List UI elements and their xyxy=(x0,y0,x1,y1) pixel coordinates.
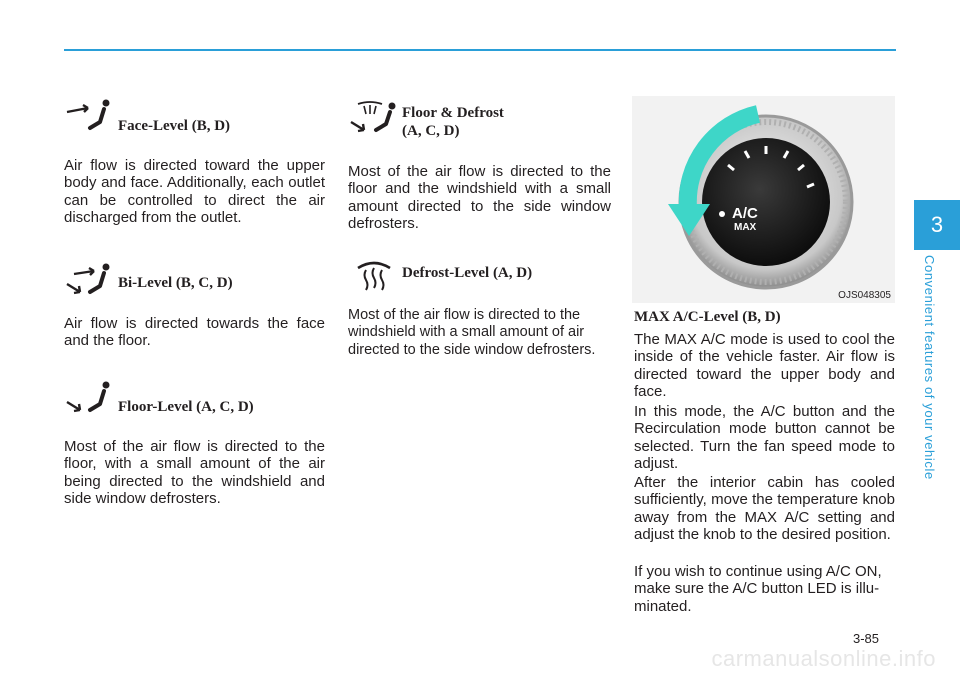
chapter-title: Convenient features of your vehicle xyxy=(922,255,937,480)
top-rule xyxy=(64,49,896,51)
max-ac-heading: MAX A/C-Level (B, D) xyxy=(634,309,781,325)
defrost-level-heading: Defrost-Level (A, D) xyxy=(402,265,533,281)
max-ac-knob-illustration xyxy=(632,96,895,303)
floor-defrost-heading-line2: (A, C, D) xyxy=(402,123,460,139)
floor-level-heading: Floor-Level (A, C, D) xyxy=(118,399,254,415)
chapter-tab: 3 xyxy=(914,200,960,250)
max-ac-knob-photo xyxy=(632,96,895,303)
floor-level-text: Most of the air flow is directed to the floor, with a small amount of the air being directed to the windshield and side window defrosters. xyxy=(64,438,325,508)
knob-label-max: MAX xyxy=(734,222,757,233)
defrost-vent-icon xyxy=(354,256,394,292)
max-ac-paragraph-2: In this mode, the A/C button and the Recirculation mode button cannot be selected. Turn the fan speed mode to adjust. xyxy=(634,403,895,473)
face-level-text: Air flow is directed toward the upper body and face. Additionally, each outlet can be controlled to direct the air discharged from the outlet. xyxy=(64,157,325,227)
knob-label-ac: A/C xyxy=(732,205,758,222)
floor-defrost-heading-line1: Floor & Defrost xyxy=(402,105,504,121)
max-ac-paragraph-1: The MAX A/C mode is used to cool the inside of the vehicle faster. Air flow is directed toward the upper body and face. xyxy=(634,331,895,401)
bi-level-text: Air flow is directed towards the face and the floor. xyxy=(64,315,325,350)
max-ac-paragraph-3: After the interior cabin has cooled sufficiently, move the temperature knob away from the MAX A/C setting and adjust the knob to the desired position. xyxy=(634,474,895,544)
max-ac-paragraph-4: If you wish to continue using A/C ON, make sure the A/C button LED is illu-minated. xyxy=(634,563,882,615)
bi-level-heading: Bi-Level (B, C, D) xyxy=(118,275,233,291)
watermark-text: carmanualsonline.info xyxy=(711,646,936,671)
floor-defrost-vent-icon xyxy=(348,98,400,136)
defrost-level-text: Most of the air flow is directed to the windshield with a small amount of air directed to the side window defrosters. xyxy=(348,307,596,358)
floor-defrost-text: Most of the air flow is directed to the floor and the windshield with a small amount directed to the side window defrosters. xyxy=(348,163,611,233)
footer xyxy=(0,646,960,676)
bi-level-vent-icon xyxy=(64,262,114,300)
page-number: 3-85 xyxy=(853,631,880,646)
face-level-heading: Face-Level (B, D) xyxy=(118,118,231,134)
photo-code: OJS048305 xyxy=(838,290,891,301)
floor-level-vent-icon xyxy=(64,380,114,418)
face-level-vent-icon xyxy=(64,98,114,136)
